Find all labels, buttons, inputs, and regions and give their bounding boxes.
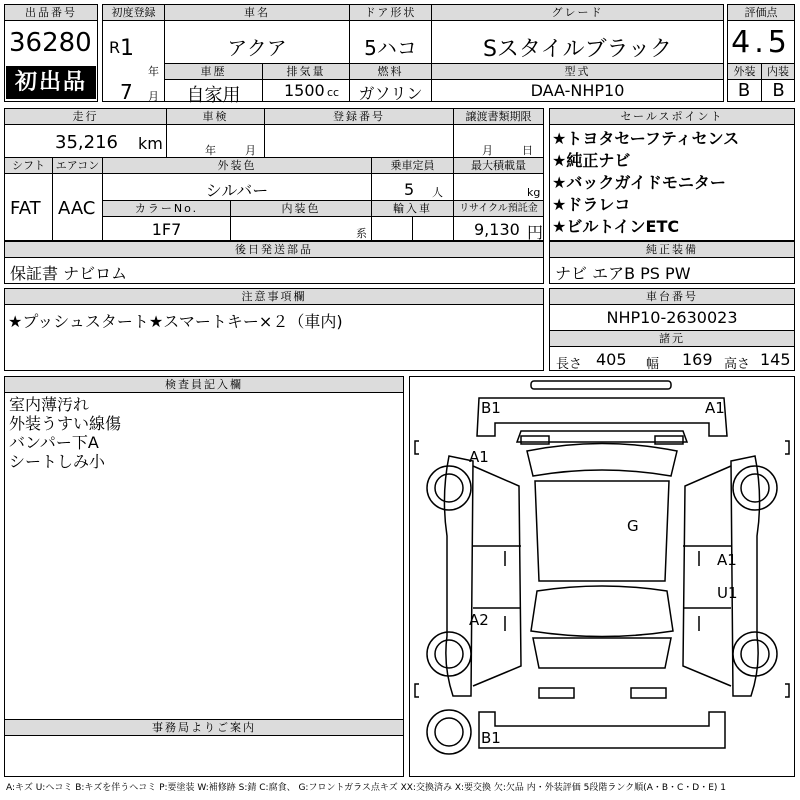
chassis-label: 車台番号 xyxy=(550,289,794,304)
month-unit: 月 xyxy=(148,90,159,103)
spec-box xyxy=(4,108,544,241)
recycle-unit: 円 xyxy=(527,223,544,242)
office-label: 事務局よりご案内 xyxy=(5,720,403,735)
damage-label-front-right: A1 xyxy=(705,399,725,417)
inspector-notes xyxy=(9,395,121,471)
mileage-unit: km xyxy=(138,134,163,153)
mileage-label: 走行 xyxy=(5,109,166,124)
mileage: 35,216 xyxy=(55,132,118,153)
equipment-label: 純正装備 xyxy=(550,242,794,257)
capacity: 5 xyxy=(404,180,415,199)
interior-grade: B xyxy=(772,80,785,101)
grade-label: グレード xyxy=(432,5,723,20)
door-label: ドア形状 xyxy=(350,5,431,20)
sales-points-label: セールスポイント xyxy=(550,109,794,124)
inspection-year-unit: 年 xyxy=(205,144,216,157)
length: 405 xyxy=(596,350,627,369)
displacement-label: 排気量 xyxy=(263,64,349,79)
height: 145 xyxy=(760,350,791,369)
door-type: 5ハコ xyxy=(364,36,417,60)
color-no-label: カラーNo. xyxy=(103,201,230,216)
later-parts: 保証書 ナビロム xyxy=(10,264,128,283)
damage-label-right-door: A1 xyxy=(717,551,737,569)
score: 4.5 xyxy=(731,25,791,60)
inspection-month-unit: 月 xyxy=(245,144,256,157)
sales-point: ★トヨタセーフティセンス xyxy=(552,129,740,148)
first-reg-label: 初度登録 xyxy=(103,5,164,20)
inspector-note: バンパー下A xyxy=(9,433,99,452)
car-name: アクア xyxy=(227,36,287,60)
height-label: 高さ xyxy=(724,357,751,372)
inspector-note: 外装うすい線傷 xyxy=(9,414,122,433)
first-listing-badge: 初出品 xyxy=(6,66,96,99)
damage-label-right-rear: U1 xyxy=(717,584,738,602)
sales-points-list xyxy=(552,128,739,238)
recycle: 9,130 xyxy=(474,220,520,239)
int-color-unit: 系 xyxy=(356,227,367,240)
model: DAA-NHP10 xyxy=(530,81,625,100)
damage-label-front-left: B1 xyxy=(481,399,501,417)
fuel-label: 燃料 xyxy=(350,64,431,79)
history: 自家用 xyxy=(186,85,241,106)
legend: A:キズ U:ヘコミ B:キズを伴うヘコミ P:要塗装 W:補修跡 S:錆 C:腐食、 G:フロントガラス点キズ XX:交換済み X:要交換 欠:欠品 内・外装評価 5段階ランク順(A・B・C・D・E) 1 xyxy=(6,783,727,793)
displacement-unit: cc xyxy=(327,86,340,99)
lot-number: 36280 xyxy=(9,28,92,58)
int-color-label: 内装色 xyxy=(231,201,371,216)
exterior-grade: B xyxy=(737,80,751,101)
lot-number-label: 出品番号 xyxy=(5,5,97,20)
inspection-label: 車検 xyxy=(167,109,264,124)
dims-label: 諸元 xyxy=(550,331,794,346)
shift-label: シフト xyxy=(5,158,52,173)
shift: FAT xyxy=(10,198,41,219)
damage-label-roof: G xyxy=(627,517,639,535)
damage-label-left-front: A1 xyxy=(469,448,489,466)
sales-point: ★純正ナビ xyxy=(552,151,631,170)
history-label: 車歴 xyxy=(165,64,262,79)
car-name-label: 車名 xyxy=(165,5,349,20)
capacity-label: 乗車定員 xyxy=(372,158,453,173)
car-diagram xyxy=(409,376,795,777)
inspector-note: シートしみ小 xyxy=(9,452,106,471)
damage-label-left-rear: A2 xyxy=(469,611,489,629)
exterior-label: 外装 xyxy=(728,64,761,79)
transfer-label: 譲渡書類期限 xyxy=(454,109,543,124)
first-reg-month: 7 xyxy=(120,80,133,104)
score-label: 評価点 xyxy=(728,5,794,20)
sales-point: ★バックガイドモニター xyxy=(552,173,726,192)
model-label: 型式 xyxy=(432,64,723,79)
sales-point: ★ドラレコ xyxy=(552,195,631,214)
grade: Sスタイルブラック xyxy=(482,37,673,62)
equipment: ナビ エアB PS PW xyxy=(555,264,691,283)
aircon-label: エアコン xyxy=(53,158,102,173)
reg-no-label: 登録番号 xyxy=(265,109,453,124)
displacement: 1500 xyxy=(284,81,325,100)
damage-label-rear: B1 xyxy=(481,729,501,747)
capacity-unit: 人 xyxy=(432,186,443,199)
later-parts-label: 後日発送部品 xyxy=(5,242,543,257)
color-no: 1F7 xyxy=(151,220,182,239)
recycle-label: リサイクル預託金 xyxy=(454,201,543,216)
year-unit: 年 xyxy=(148,65,159,78)
transfer-month-unit: 月 xyxy=(482,144,493,157)
chassis-number: NHP10-2630023 xyxy=(606,308,738,327)
aircon: AAC xyxy=(58,198,96,219)
inspector-note: 室内薄汚れ xyxy=(9,395,90,414)
import-label: 輸入車 xyxy=(372,201,453,216)
width-label: 幅 xyxy=(646,357,660,372)
transfer-day-unit: 日 xyxy=(522,144,533,157)
load-unit: kg xyxy=(527,186,541,199)
sales-point: ★ビルトインETC xyxy=(552,217,680,236)
ext-color: シルバー xyxy=(205,181,269,200)
width: 169 xyxy=(682,350,713,369)
notes-label: 注意事項欄 xyxy=(5,289,543,304)
ext-color-label: 外装色 xyxy=(103,158,371,173)
inspector-label: 検査員記入欄 xyxy=(5,377,403,392)
first-reg-year: 1 xyxy=(120,36,134,61)
first-reg-era: R xyxy=(109,38,121,57)
fuel: ガソリン xyxy=(358,84,423,103)
interior-label: 内装 xyxy=(762,64,794,79)
length-label: 長さ xyxy=(556,357,583,372)
notes: ★プッシュスタート★スマートキー×２（車内) xyxy=(8,312,343,331)
load-label: 最大積載量 xyxy=(454,158,543,173)
